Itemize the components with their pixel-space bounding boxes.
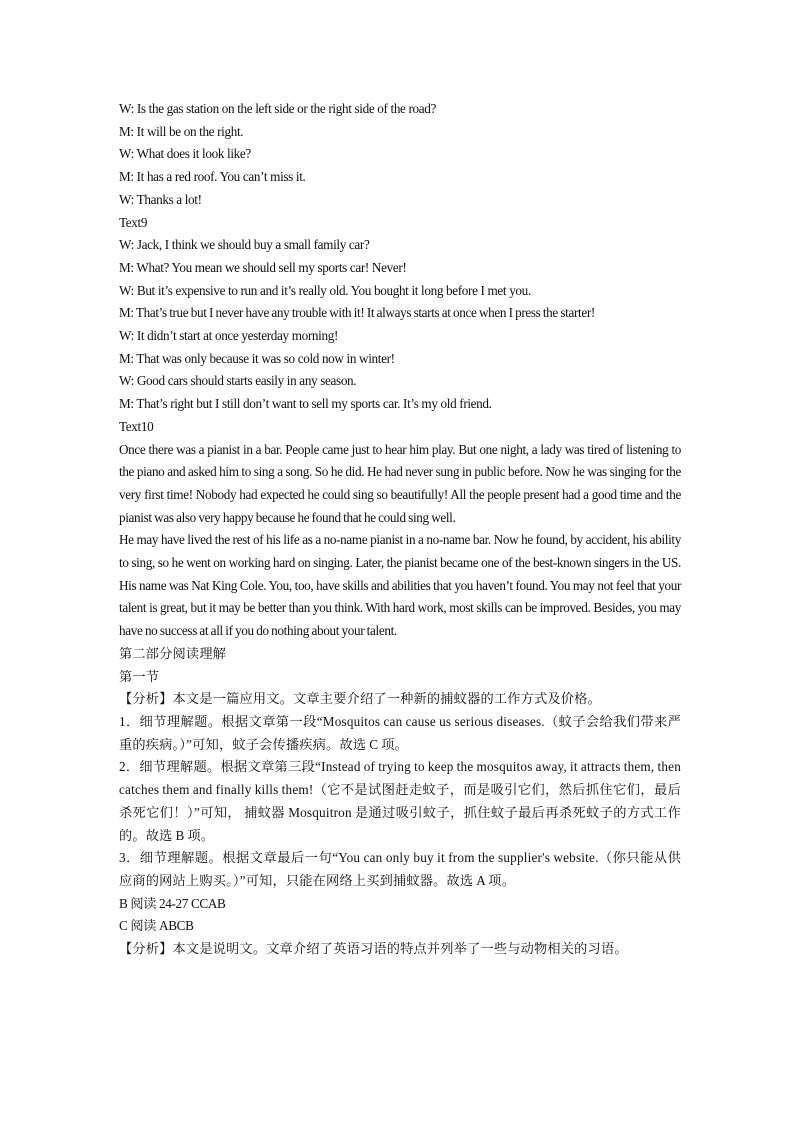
text-line: M: That’s right but I still don’t want to sell my sports car. It’s my old friend. [119, 396, 492, 412]
text-line: M: That was only because it was so cold now in winter! [119, 350, 395, 366]
text-line: Once there was a pianist in a bar. People came just to hear him play. But one night, a lady was tired of listening to the piano and asked him to sing a song. So he did. He had never sung in public before. Now he was singing for the very first time! Nobody had expected he could sing so beautifully! All the people present had a good time and the pianist was also very happy because he found that he could sing well. [119, 441, 681, 525]
text-line: He may have lived the rest of his life as a no-name pianist in a no-name bar. Now he found, by accident, his ability to sing, so he went on working hard on singing. Later, the pianist became one of the best-known singers in the US. His name was Nat King Cole. You, too, have skills and abilities that you haven’t found. You may not feel that your talent is great, but it may be better than you think. With hard work, most skills can be improved. Besides, you may have no success at all if you do nothing about your talent. [119, 532, 681, 639]
text-line: 3．细节理解题。根据文章最后一句“You can only buy it from the supplier's website.（你只能从供应商的网站上购买。）”可知，只能在网络上买到捕蚊器。故选 A 项。 [119, 850, 681, 888]
text-line: 【分析】本文是一篇应用文。文章主要介绍了一种新的捕蚊器的工作方式及价格。 [119, 691, 601, 707]
text-line: Text9 [119, 214, 148, 230]
text-line: M: It will be on the right. [119, 123, 244, 139]
text-line: M: That’s true but I never have any trouble with it! It always starts at once when I press the starter! [119, 305, 595, 321]
text-line: W: Jack, I think we should buy a small family car? [119, 237, 370, 253]
text-line: M: What? You mean we should sell my sports car! Never! [119, 259, 407, 275]
text-line: W: Good cars should starts easily in any season. [119, 373, 357, 389]
text-line: W: What does it look like? [119, 146, 251, 162]
text-line: W: But it’s expensive to run and it’s really old. You bought it long before I met you. [119, 282, 531, 298]
text-line: B 阅读 24-27 CCAB [119, 895, 226, 911]
text-line: M: It has a red roof. You can’t miss it. [119, 169, 306, 185]
text-line: 【分析】本文是说明文。文章介绍了英语习语的特点并列举了一些与动物相关的习语。 [119, 941, 628, 957]
text-line: 1．细节理解题。根据文章第一段“Mosquitos can cause us serious diseases.（蚊子会给我们带来严重的疾病。）”可知，蚊子会传播疾病。故选 C 项。 [119, 713, 681, 752]
text-line: 第一节 [119, 668, 160, 684]
text-line: W: Thanks a lot! [119, 191, 202, 207]
text-line: C 阅读 ABCB [119, 918, 194, 934]
text-line: 第二部分阅读理解 [119, 645, 227, 661]
text-line: 2．细节理解题。根据文章第三段“Instead of trying to keep the mosquitos away, it attracts them, then catches them and finally kills them!（它不是试图赶走蚊子，而是吸引它们，然后抓住它们，最后杀死它们！）”可知， 捕蚊器 Mosquitron 是通过吸引蚊子，抓住蚊子最后再杀死蚊子的方式工作的。故选 B 项。 [119, 759, 681, 843]
text-line: W: It didn’t start at once yesterday morning! [119, 328, 338, 344]
text-line: W: Is the gas station on the left side or the right side of the road? [119, 101, 437, 116]
document-body [119, 98, 681, 961]
text-line: Text10 [119, 418, 154, 434]
